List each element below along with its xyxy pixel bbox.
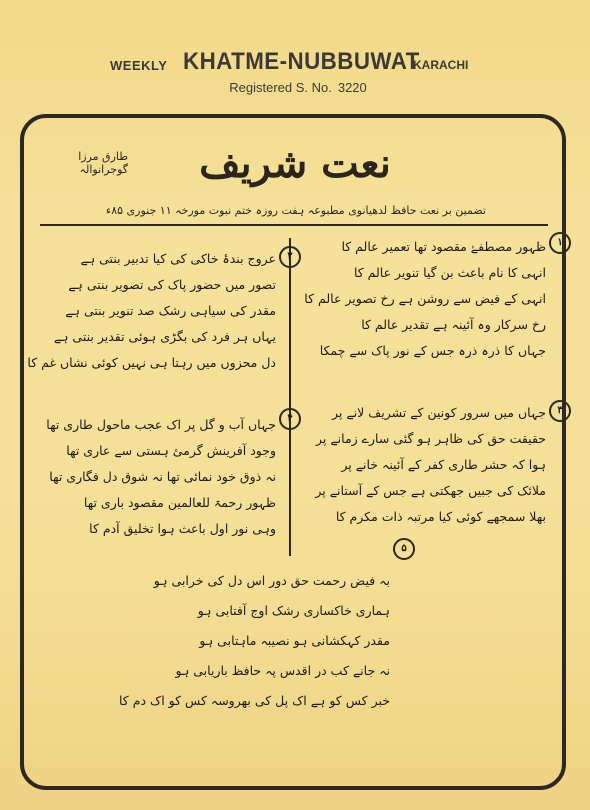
stanza-1 [296, 234, 546, 364]
stanza-number-3: ۳ [549, 400, 571, 422]
stanza-line: وجود آفرینش گرمئ ہستی سے عاری تھا [66, 443, 276, 458]
stanza-line: رخ سرکار وہ آئینہ ہے تقدیر عالم کا [361, 317, 546, 332]
masthead-weekly: WEEKLY [110, 58, 168, 73]
stanza-number-1: ۱ [549, 232, 571, 254]
stanza-line: انہی کے فیض سے روشن ہے رخ تصویر عالم کا [304, 291, 546, 306]
poem-title: نعت شریف [199, 140, 391, 187]
stanza-line: جہاں میں سرور کونین کے تشریف لانے پر [332, 405, 546, 420]
stanza-line: دل محزوں میں رہتا ہی نہیں کوئی نشاں غم کا [27, 355, 276, 370]
stanza-5 [120, 566, 390, 716]
registration-line [0, 80, 590, 95]
stanza-line: ہماری خاکساری رشک اوج آفتابی ہو [197, 603, 390, 618]
poet-name: طارق مرزا گوجرانوالہ [78, 150, 128, 176]
masthead-city: KARACHI [413, 58, 469, 72]
subtitle-rule [40, 224, 548, 226]
stanza-line: مقدر کی سیاہی رشک صد تنویر بنتی ہے [65, 303, 276, 318]
stanza-line: جہاں کا ذرہ ذرہ جس کے نور پاک سے چمکا [319, 343, 546, 358]
stanza-line: ظہور رحمۃ للعالمین مقصود باری تھا [83, 495, 276, 510]
poem-subtitle: تضمین بر نعت حافظ لدھیانوی مطبوعہ ہفت روزہ ختم نبوت مورخہ ۱۱ جنوری ۸۵ء [106, 204, 486, 217]
stanza-line: خبر کس کو ہے اک پل کی بھروسہ کس کو اک دم کا [119, 693, 390, 708]
registration-number: 3220 [337, 80, 367, 95]
masthead-title: KHATME-NUBBUWAT [183, 48, 420, 75]
stanza-line: وہی نور اول باعث ہوا تخلیق آدم کا [89, 521, 276, 536]
stanza-number-5: ۵ [393, 538, 415, 560]
column-divider [289, 238, 291, 556]
stanza-line: تصور میں حضور پاک کی تصویر بنتی ہے [68, 277, 276, 292]
stanza-line: یہاں ہر فرد کی بگڑی ہوئی تقدیر بنتی ہے [53, 329, 276, 344]
stanza-3 [296, 400, 546, 530]
stanza-line: نہ ذوق خود نمائی تھا نہ شوق دل فگاری تھا [49, 469, 276, 484]
stanza-line: انہی کا نام باعث بن گیا تنویر عالم کا [353, 265, 546, 280]
registration-label: Registered S. No. [229, 80, 332, 95]
stanza-line: بھلا سمجھے کوئی کیا مرتبہ ذات مکرم کا [335, 509, 546, 524]
stanza-line: بہ فیض رحمت حق دور اس دل کی خرابی ہو [153, 573, 390, 588]
stanza-line: ظہور مصطفےٰ مقصود تھا تعمیر عالم کا [341, 239, 546, 254]
stanza-4 [40, 412, 276, 542]
stanza-line: حقیقت حق کی ظاہر ہو گئی سارے زمانے پر [316, 431, 546, 446]
stanza-line: مقدر کہکشانی ہو نصیبہ ماہتابی ہو [199, 633, 390, 648]
stanza-line: عروج بندۂ خاکی کی کیا تدبیر بنتی ہے [80, 251, 276, 266]
stanza-number-2: ۲ [279, 246, 301, 268]
stanza-line: نہ جانے کب در اقدس پہ حافظ باریابی ہو [175, 663, 390, 678]
stanza-line: ہوا کہ حشر طاری کفر کے آئینہ خانے پر [341, 457, 546, 472]
stanza-2 [27, 246, 276, 376]
masthead [0, 48, 590, 78]
stanza-line: ملائک کی جبیں جھکتی ہے جس کے آستانے پر [315, 483, 546, 498]
stanza-number-4: ۴ [279, 408, 301, 430]
stanza-line: جہاں آب و گل پر اک عجب ماحول طاری تھا [46, 417, 276, 432]
